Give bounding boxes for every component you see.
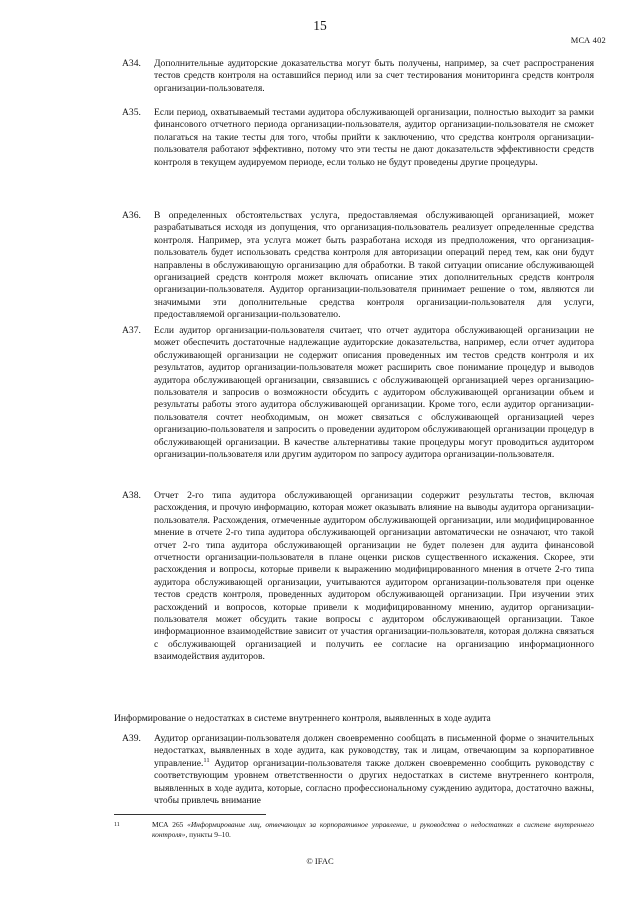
footnote-prefix: МСА 265	[152, 820, 188, 829]
a39-text-after: Аудитор организации-пользователя также должен своевременно сообщить руководству с соответствующим уровнем ответственности о других недостатках в системе внутреннего контроля, выявленных в ходе аудита, которые, согласно профессиональному суждению аудитора, достаточно важны, чтобы привлечь внимание	[154, 757, 594, 807]
paragraph-a37	[122, 325, 594, 461]
footnote-mark: 11	[114, 822, 120, 828]
paragraph-text: В определенных обстоятельствах услуга, предоставляемая обслуживающей организацией, может разрабатываться исходя из допущения, что организация-пользователь реализует определенные средства контроля. Например, эта услуга может быть разработана исходя из предположения, что организация-пользователь будет использовать средства контроля для авторизации операций перед тем, как они будут направлены в обслуживающую организацию для обработки. В такой ситуации описание обслуживающей организацией средств контроля может включать описание этих дополнительных средств контроля организации-пользователя. Аудитор организации-пользователя принимает решение о том, являются ли значимыми эти дополнительные средства контроля организации-пользователя для услуги, предоставляемой организации-пользователю.	[154, 210, 594, 321]
footnote-reference[interactable]: 11	[203, 756, 210, 764]
paragraph-a36	[122, 210, 594, 322]
section-heading: Информирование о недостатках в системе внутреннего контроля, выявленных в ходе аудита	[114, 713, 491, 724]
paragraph-text: Если период, охватываемый тестами аудитора обслуживающей организации, полностью выходит за рамки финансового отчетного периода организации-пользователя, аудитор организации-пользователя не сможет полагаться на такие тесты для того, чтобы прийти к заключению, что средства контроля организации-пользователя работают эффективно, потому что эти тесты не дают доказательств эффективности средств контроля в текущем аудируемом периоде, если только не будут проведены другие процедуры.	[154, 107, 594, 168]
paragraph-number: A39.	[122, 733, 141, 744]
paragraph-text: Отчет 2-го типа аудитора обслуживающей организации содержит результаты тестов, включая расхождения, и прочую информацию, которая может оказывать влияние на выводы аудитора организации-пользователя. Расхождения, отмеченные аудитором обслуживающей организации, или модифицированное мнение в отчете 2-го типа аудитора обслуживающей организации автоматически не означают, что такой отчет 2-го типа аудитора обслуживающей организации не будет полезен для аудита финансовой отчетности организации-пользователя в плане оценки рисков существенного искажения. Скорее, эти расхождения и вопросы, которые привели к выражению модифицированного мнения в отчете 2-го типа аудитора обслуживающей организации, учитываются аудитором организации-пользователя при оценке тестов средств контроля, проведенных аудитором обслуживающей организации. При изучении этих расхождений и вопросов, которые привели к модифицированному мнению, аудитор организации-пользователя может обсудить такие вопросы с аудитором обслуживающей организации. Такое информационное взаимодействие зависит от участия организации-пользователя, которая должна связаться с обслуживающей организацией и получить ее согласие на организацию информационного взаимодействия аудиторов.	[154, 490, 594, 663]
copyright: © IFAC	[306, 856, 334, 866]
paragraph-text: Дополнительные аудиторские доказательства могут быть получены, например, за счет распространения тестов средств контроля на оставшийся период или за счет тестирования мониторинга средств контроля организации-пользователя.	[154, 58, 594, 94]
footnote-title: «Информирование лиц, отвечающих за корпоративное управление, и руководства о недостатках в системе внутреннего контроля»	[152, 820, 594, 839]
footnote-divider	[114, 814, 266, 815]
paragraph-text	[154, 733, 594, 807]
page-number: 15	[313, 18, 327, 33]
paragraph-number: A38.	[122, 490, 141, 501]
paragraph-number: A34.	[122, 58, 141, 69]
footnote-suffix: , пункты 9–10.	[185, 830, 231, 839]
paragraph-number: A35.	[122, 107, 141, 118]
paragraph-number: A37.	[122, 325, 141, 336]
footnote	[114, 820, 594, 840]
paragraph-a35	[122, 107, 594, 169]
paragraph-text: Если аудитор организации-пользователя считает, что отчет аудитора обслуживающей организации не может обеспечить достаточные надлежащие аудиторские доказательства, например, если отчет аудитора обслуживающей организации не содержит описания проведенных им тестов средств контроля и их результатов, аудитор организации-пользователя может расширить свое понимание процедур и выводов аудитора обслуживающей организации, связавшись с обслуживающей организацией через организацию-пользователя и запросив о возможности обсудить с аудитором обслуживающей организации объем и результаты работы этого аудитора обслуживающей организации. Кроме того, если аудитор организации-пользователя сочтет необходимым, он может связаться с обслуживающей организацией через организацию-пользователя и запросить о проведении аудитором обслуживающей организации процедур в обслуживающей организации. В качестве альтернативы такие процедуры могут проводиться аудитором организации-пользователя или другим аудитором по запросу аудитора организации-пользователя.	[154, 325, 594, 461]
document-code: МСА 402	[570, 35, 606, 45]
paragraph-a39	[122, 733, 594, 807]
paragraph-a34	[122, 58, 594, 95]
a39-text-before: Аудитор организации-пользователя должен своевременно сообщать в письменной форме о значительных недостатках, выявленных в ходе аудита, как руководству, так и лицам, отвечающим за корпоративное управление.	[154, 733, 594, 769]
paragraph-a38	[122, 490, 594, 664]
paragraph-number: A36.	[122, 210, 141, 221]
footnote-text	[152, 820, 594, 840]
